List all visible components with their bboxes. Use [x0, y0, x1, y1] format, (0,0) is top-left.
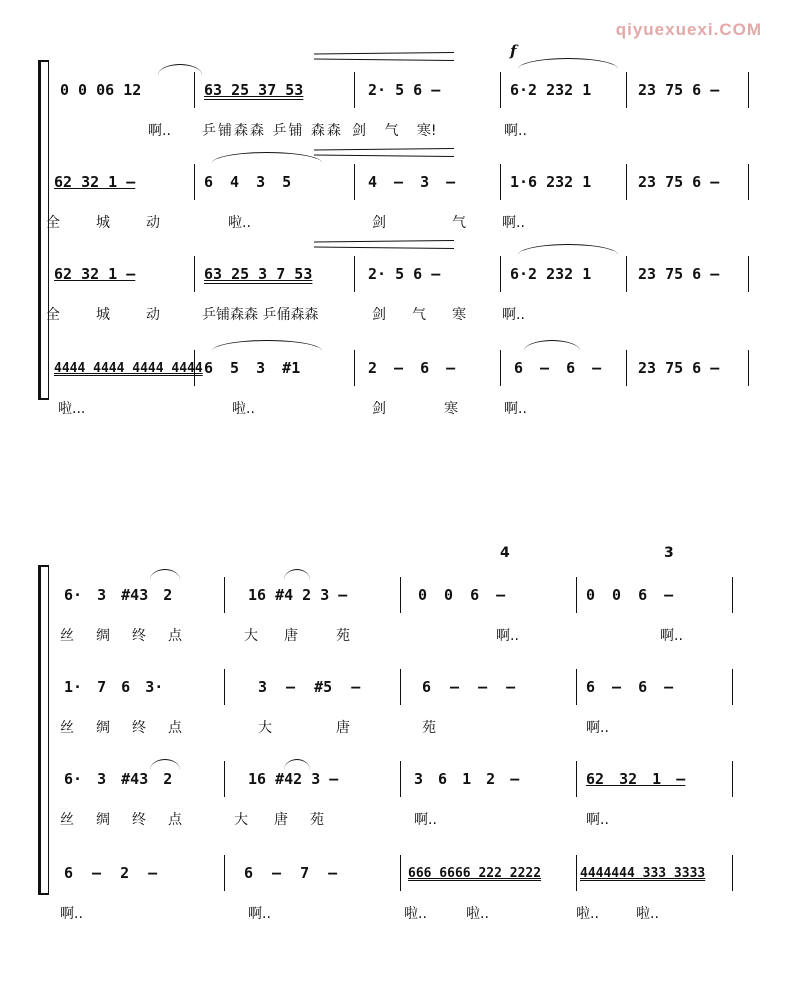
lyric-syllable: 大 [234, 812, 248, 828]
music-line [52, 350, 750, 388]
slur [518, 58, 618, 69]
lyric-syllable: 啊.. [148, 123, 171, 139]
measure: 4444 4444 4444 4444 [54, 360, 203, 376]
measure: 2· 5 6 – [368, 265, 441, 283]
barline [576, 761, 577, 797]
lyric-line [52, 809, 750, 831]
lyric-syllable: 终 [132, 628, 146, 644]
lyric-syllable: 乒铺森森 乒铺 森森 [202, 123, 343, 139]
lyric-syllable: 啦.. [404, 906, 427, 922]
lyric-syllable: 剑 [372, 401, 386, 417]
lyric-syllable: 剑 [372, 307, 386, 323]
barline [224, 669, 225, 705]
measure: 6 5 3 #1 [204, 359, 301, 377]
lyric-syllable: 苑 [422, 720, 436, 736]
measure: 6·2 232 1 [510, 81, 592, 99]
lyric-syllable: 寒 [452, 307, 466, 323]
lyric-syllable: 啦.. [228, 215, 251, 231]
lyric-syllable: 绸 [96, 628, 110, 644]
lyric-line [52, 903, 750, 925]
barline [576, 855, 577, 891]
barline [626, 164, 627, 200]
lyric-syllable: 剑 [372, 215, 386, 231]
music-line [52, 855, 750, 893]
barline [194, 72, 195, 108]
lyric-syllable: 丝 [60, 720, 74, 736]
lyric-syllable: 啦... [58, 401, 86, 417]
measure: 1· 7 6 3· [64, 678, 164, 696]
barline [400, 669, 401, 705]
barline [626, 256, 627, 292]
measure: 6 – 2 – [64, 864, 158, 882]
voice-part-1 [52, 72, 750, 162]
measure: 16 #42 3 – [248, 770, 339, 788]
lyric-syllable: 点 [168, 628, 182, 644]
measure: 62 32 1 – [54, 265, 136, 283]
barline [500, 72, 501, 108]
measure: 6· 3 #43 2 [64, 770, 173, 788]
barline [354, 350, 355, 386]
lyric-syllable: 全 [46, 215, 60, 231]
lyric-syllable: 丝 [60, 812, 74, 828]
music-line [52, 72, 750, 110]
barline [748, 72, 749, 108]
lyric-line [52, 625, 750, 647]
barline [748, 350, 749, 386]
lyric-syllable: 城 [96, 215, 110, 231]
measure: 63 25 3 7 53 [204, 265, 313, 283]
lyric-syllable: 啊.. [414, 812, 437, 828]
lyric-syllable: 丝 [60, 628, 74, 644]
lyric-line [46, 212, 750, 234]
measure: 3 – #5 – [258, 678, 361, 696]
music-line [52, 256, 750, 294]
barline [224, 855, 225, 891]
lyric-syllable: 唐 [336, 720, 350, 736]
lyric-line [52, 717, 750, 739]
measure: 23 75 6 – [638, 359, 720, 377]
measure: 6 – 6 – [586, 678, 674, 696]
lyric-syllable: 啊.. [504, 401, 527, 417]
lyric-syllable: 寒 [444, 401, 458, 417]
barline [500, 256, 501, 292]
lyric-syllable: 大 [258, 720, 272, 736]
lyric-syllable: 大 [244, 628, 258, 644]
lyric-syllable: 唐 [274, 812, 288, 828]
score-system-1 [38, 42, 750, 417]
music-line [52, 669, 750, 707]
crescendo-hairpin [314, 52, 454, 62]
barline [354, 256, 355, 292]
lyric-syllable: 动 [146, 215, 160, 231]
lyric-syllable: 啦.. [576, 906, 599, 922]
lyric-syllable: 点 [168, 812, 182, 828]
measure: 6 – – – [422, 678, 516, 696]
lyric-syllable: 点 [168, 720, 182, 736]
measure: 3 6 1 2 – [414, 770, 520, 788]
lyric-syllable: 绸 [96, 720, 110, 736]
barline [626, 72, 627, 108]
site-watermark: qiyuexuexi.COM [615, 20, 762, 39]
barline [224, 577, 225, 613]
measure: 23 75 6 – [638, 81, 720, 99]
voice-part-4 [52, 350, 750, 440]
music-line [52, 164, 750, 202]
music-line [52, 577, 750, 615]
measure: 0 0 06 12 [60, 81, 142, 99]
measure: 0 0 6 – [586, 586, 674, 604]
lyric-syllable: 动 [146, 307, 160, 323]
system-brace-line [48, 565, 49, 895]
measure: 4444444 333 3333 [580, 865, 706, 881]
lyric-syllable: 啊.. [496, 628, 519, 644]
voice-part-3 [46, 256, 750, 346]
voice-part-2 [52, 669, 750, 759]
lyric-syllable: 气 [452, 215, 466, 231]
lyric-syllable: 啦.. [466, 906, 489, 922]
lyric-syllable: 乒铺森森 乒俑森森 [202, 307, 319, 323]
barline [732, 577, 733, 613]
voice-part-3 [52, 761, 750, 851]
lyric-syllable: 城 [96, 307, 110, 323]
measure: 666 6666 222 2222 [408, 865, 542, 881]
measure: 2· 5 6 – [368, 81, 441, 99]
barline [576, 669, 577, 705]
lyric-syllable: 苑 [310, 812, 324, 828]
lyric-syllable: 啊.. [586, 812, 609, 828]
lyric-syllable: 终 [132, 720, 146, 736]
score-system-2 [38, 545, 750, 922]
lyric-syllable: 气 [412, 307, 426, 323]
measure: 23 75 6 – [638, 173, 720, 191]
voice-part-2 [46, 164, 750, 254]
measure: 63 25 37 53 [204, 81, 304, 99]
lyric-syllable: 全 [46, 307, 60, 323]
lyric-syllable: 啊.. [248, 906, 271, 922]
lyric-syllable: 啦.. [636, 906, 659, 922]
barline [732, 855, 733, 891]
measure: 2 – 6 – [368, 359, 456, 377]
barline [748, 256, 749, 292]
measure: 6 – 7 – [244, 864, 338, 882]
lyric-syllable: 啊.. [660, 628, 683, 644]
measure: 6 – 6 – [514, 359, 602, 377]
voice-part-4 [52, 855, 750, 945]
lyric-syllable: 苑 [336, 628, 350, 644]
measure: 1·6 232 1 [510, 173, 592, 191]
lyric-syllable: 啊.. [60, 906, 83, 922]
barline [354, 72, 355, 108]
lyric-syllable: 啊.. [586, 720, 609, 736]
fermata-count-label: 3 [664, 545, 674, 561]
measure: 4 – 3 – [368, 173, 456, 191]
measure: 62 32 1 – [54, 173, 136, 191]
lyric-syllable: 啊.. [502, 215, 525, 231]
fermata-count-label: 4 [500, 545, 510, 561]
measure: 0 0 6 – [418, 586, 506, 604]
barline [576, 577, 577, 613]
barline [400, 577, 401, 613]
barline [500, 164, 501, 200]
dynamic-forte: f [510, 42, 517, 60]
lyric-syllable: 终 [132, 812, 146, 828]
lyric-line [52, 120, 750, 142]
music-line [52, 761, 750, 799]
lyric-syllable: 啦.. [232, 401, 255, 417]
measure: 6·2 232 1 [510, 265, 592, 283]
measure: 23 75 6 – [638, 265, 720, 283]
lyric-syllable: 唐 [284, 628, 298, 644]
barline [732, 761, 733, 797]
barline [354, 164, 355, 200]
lyric-syllable: 啊.. [504, 123, 527, 139]
measure: 62 32 1 – [586, 770, 686, 788]
voice-part-1 [52, 577, 750, 667]
barline [194, 164, 195, 200]
measure: 6 4 3 5 [204, 173, 292, 191]
barline [400, 761, 401, 797]
measure: 16 #4 2 3 – [248, 586, 348, 604]
measure: 6· 3 #43 2 [64, 586, 173, 604]
lyric-syllable: 绸 [96, 812, 110, 828]
barline [224, 761, 225, 797]
lyric-line [46, 304, 750, 326]
lyric-line [52, 398, 750, 420]
barline [748, 164, 749, 200]
lyric-syllable: 啊.. [502, 307, 525, 323]
barline [194, 350, 195, 386]
lyric-syllable: 剑 气 寒! [352, 123, 437, 139]
barline [732, 669, 733, 705]
barline [400, 855, 401, 891]
barline [500, 350, 501, 386]
barline [626, 350, 627, 386]
barline [194, 256, 195, 292]
